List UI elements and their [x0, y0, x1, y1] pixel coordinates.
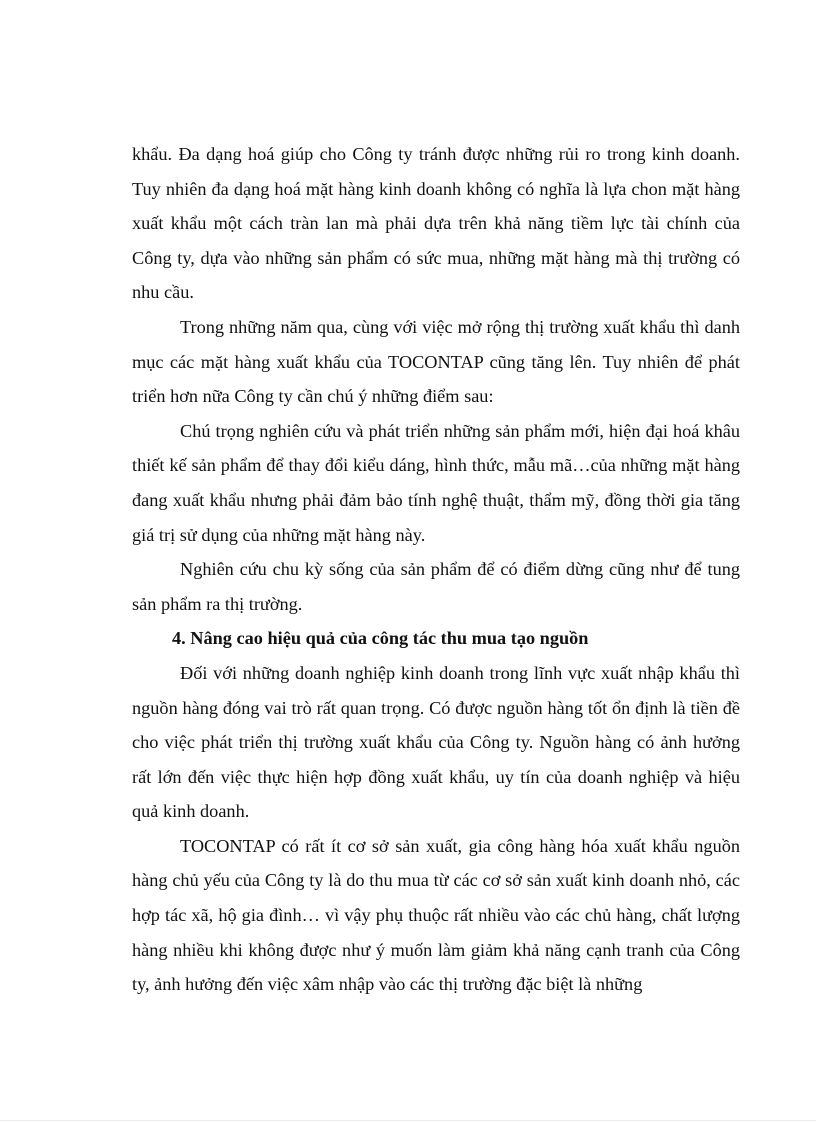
paragraph-5: Đối với những doanh nghiệp kinh doanh trong lĩnh vực xuất nhập khẩu thì nguồn hàng đóng vai trò rất quan trọng. Có được nguồn hàng tốt ổn định là tiền đề cho việc phát triển thị trường xuất khẩu của Công ty. Nguồn hàng có ảnh hưởng rất lớn đến việc thực hiện hợp đồng xuất khẩu, uy tín của doanh nghiệp và hiệu quả kinh doanh.: [132, 662, 740, 822]
paragraph-1: khẩu. Đa dạng hoá giúp cho Công ty tránh được những rủi ro trong kinh doanh. Tuy nhiên đa dạng hoá mặt hàng kinh doanh không có nghĩa là lựa chon mặt hàng xuất khẩu một cách tràn lan mà phải dựa trên khả năng tiềm lực tài chính của Công ty, dựa vào những sản phẩm có sức mua, những mặt hàng mà thị trường có nhu cầu.: [132, 144, 740, 303]
document-body: [132, 137, 740, 1002]
page-bottom-edge: [0, 1120, 816, 1121]
paragraph-3: Chú trọng nghiên cứu và phát triển những sản phẩm mới, hiện đại hoá khâu thiết kế sản phẩm để thay đổi kiểu dáng, hình thức, mẫu mã…của những mặt hàng đang xuất khẩu nhưng phải đảm bảo tính nghệ thuật, thẩm mỹ, đồng thời gia tăng giá trị sử dụng của những mặt hàng này.: [132, 420, 740, 545]
paragraph-6: TOCONTAP có rất ít cơ sở sản xuất, gia công hàng hóa xuất khẩu nguồn hàng chủ yếu của Công ty là do thu mua từ các cơ sở sản xuất kinh doanh nhỏ, các hợp tác xã, hộ gia đình… vì vậy phụ thuộc rất nhiều vào các chủ hàng, chất lượng hàng nhiều khi không được như ý muốn làm giảm khả năng cạnh tranh của Công ty, ảnh hưởng đến việc xâm nhập vào các thị trường đặc biệt là những: [132, 835, 740, 995]
paragraph-2: Trong những năm qua, cùng với việc mở rộng thị trường xuất khẩu thì danh mục các mặt hàng xuất khẩu của TOCONTAP cũng tăng lên. Tuy nhiên để phát triển hơn nữa Công ty cần chú ý những điểm sau:: [132, 316, 740, 407]
paragraph-4: Nghiên cứu chu kỳ sống của sản phẩm để có điểm dừng cũng như để tung sản phẩm ra thị trường.: [132, 559, 740, 614]
section-heading: 4. Nâng cao hiệu quả của công tác thu mua tạo nguồn: [172, 628, 589, 649]
